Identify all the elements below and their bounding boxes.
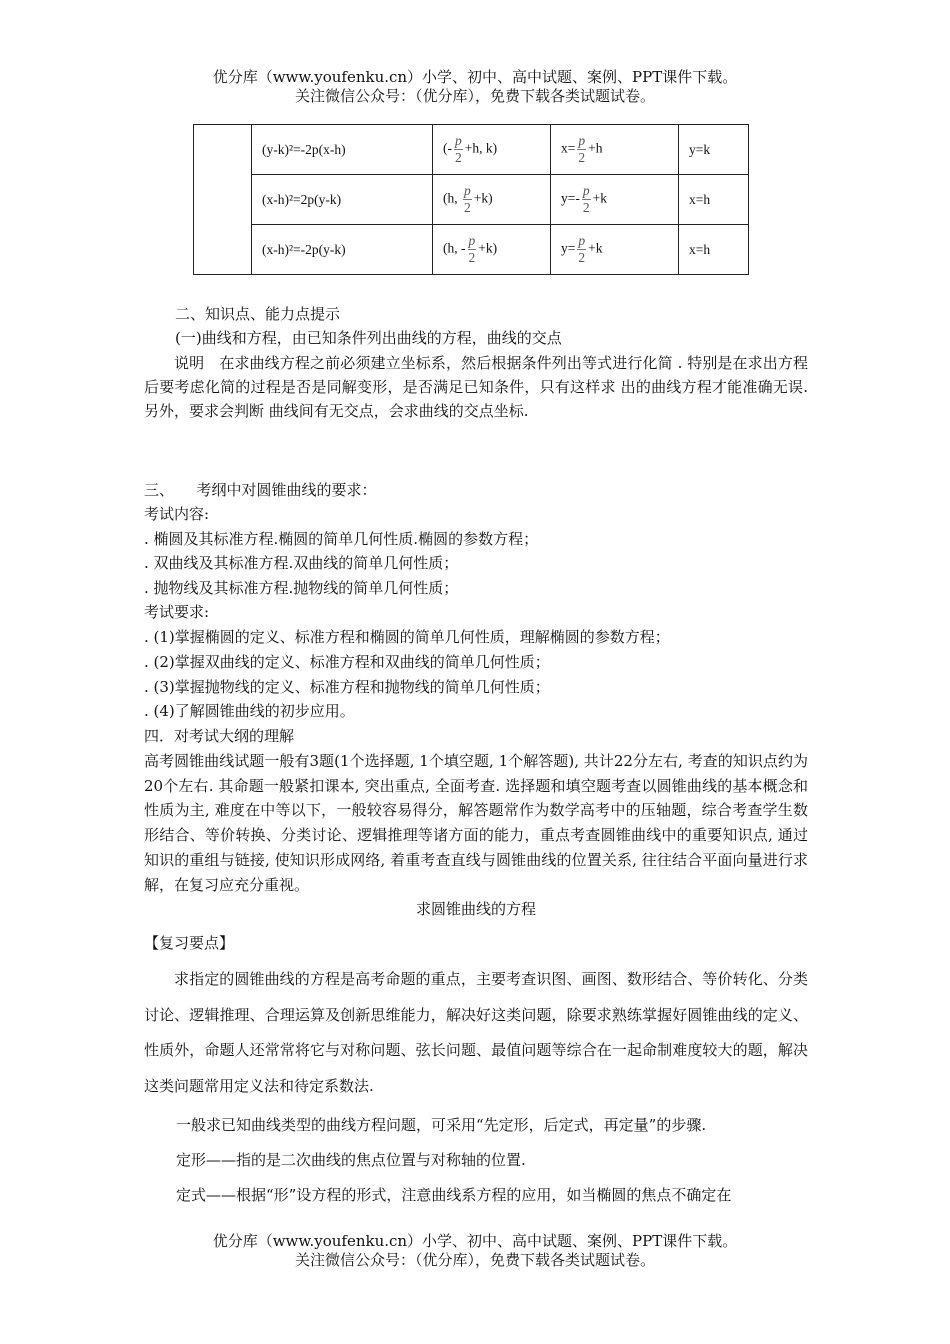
fraction: $\frac{p}{2}$ [582, 183, 590, 215]
section4-body: 高考圆锥曲线试题一般有3题(1个选择题, 1个填空题, 1个解答题), 共计22分左右, 考查的知识点约为20个左右. 其命题一般紧扣课本, 突出重点, 全面考查. 选择题和填空题考查以圆锥曲线的基本概念和性质为主, 难度在中等以下，一般较容易得分，解答题常作为数学高考中的压轴题，综合考查学生数形结合、等价转换、分类讨论、逻辑推理等诸方面的能力，重点考查圆锥曲线中的重要知识点, 通过知识的重组与链接, 使知识形成网络, 着重考查直线与圆锥曲线的位置关系, 往往结合平面向量进行求解，在复习应充分重视。 [144, 752, 808, 894]
axis-cell: y=k [679, 125, 749, 175]
page-header [0, 68, 950, 106]
axis-cell: x=h [679, 225, 749, 275]
list-item: . (1)掌握椭圆的定义、标准方程和椭圆的简单几何性质，理解椭圆的参数方程； [144, 628, 670, 646]
section2-title: 二、知识点、能力点提示 [175, 305, 341, 323]
fraction: $\frac{p}{2}$ [464, 183, 471, 215]
list-item: . (3)掌握抛物线的定义、标准方程和抛物线的简单几何性质； [144, 678, 550, 696]
footer-line-2: 关注微信公众号：（优分库），免费下载各类试题试卷。 [294, 1251, 655, 1269]
topic-title: 求圆锥曲线的方程 [415, 900, 536, 918]
exam-content-label: 考试内容: [144, 505, 210, 523]
equation-cell: (y-k)²=-2p(x-h) [252, 125, 433, 175]
review-paragraph: 一般求已知曲线类型的曲线方程问题，可采用“先定形，后定式，再定量”的步骤. [176, 1116, 707, 1134]
list-item: . (2)掌握双曲线的定义、标准方程和双曲线的简单几何性质； [144, 653, 550, 671]
table-row [194, 125, 749, 175]
table-row [194, 175, 749, 225]
parabola-table [193, 124, 749, 275]
review-paragraph: 求指定的圆锥曲线的方程是高考命题的重点，主要考查识图、画图、数形结合、等价转化、分类讨论、逻辑推理、合理运算及创新思维能力，解决好这类问题，除要求熟练掌握好圆锥曲线的定义、性质外，命题人还常常将它与对称问题、弦长问题、最值问题等综合在一起命制难度较大的题，解决这类问题常用定义法和待定系数法. [144, 970, 808, 1095]
page-footer [0, 1232, 950, 1270]
equation-cell: (x-h)²=-2p(y-k) [252, 225, 433, 275]
header-line-2: 关注微信公众号：（优分库），免费下载各类试题试卷。 [294, 87, 655, 105]
list-item: . 抛物线及其标准方程.抛物线的简单几何性质； [144, 579, 459, 597]
review-label: 【复习要点】 [144, 934, 235, 952]
directrix-cell: y=- $\frac{p}{2}$ +k [551, 175, 679, 225]
fraction: $\frac{p}{2}$ [578, 133, 586, 165]
section4-title: 四．对考试大纲的理解 [144, 727, 295, 745]
section2-subtitle: (一)曲线和方程，由已知条件列出曲线的方程，曲线的交点 [175, 329, 562, 347]
table-row [194, 225, 749, 275]
footer-line-1: 优分库（www.youfenku.cn）小学、初中、高中试题、案例、PPT课件下载。 [212, 1232, 738, 1250]
focus-cell: (h, - $\frac{p}{2}$ +k) [433, 225, 551, 275]
review-paragraph: 定式——根据“形”设方程的形式，注意曲线系方程的应用，如当椭圆的焦点不确定在 [176, 1186, 732, 1204]
list-item: . 双曲线及其标准方程.双曲线的简单几何性质； [144, 554, 459, 572]
fraction: $\frac{p}{2}$ [455, 133, 462, 165]
table-merged-cell [194, 125, 252, 275]
section2-note: 说明 在求曲线方程之前必须建立坐标系，然后根据条件列出等式进行化简 . 特别是在求出方程后要考虑化简的过程是否是同解变形，是否满足已知条件，只有这样求 出的曲线方程才能准确无误. 另外，要求会判断 曲线间有无交点，会求曲线的交点坐标. [144, 354, 808, 420]
list-item: . 椭圆及其标准方程.椭圆的简单几何性质.椭圆的参数方程； [144, 530, 539, 548]
review-paragraph: 定形——指的是二次曲线的焦点位置与对称轴的位置. [176, 1151, 526, 1169]
fraction: $\frac{p}{2}$ [468, 233, 476, 265]
axis-cell: x=h [679, 175, 749, 225]
header-line-1: 优分库（www.youfenku.cn）小学、初中、高中试题、案例、PPT课件下载。 [212, 68, 738, 86]
list-item: . (4)了解圆锥曲线的初步应用。 [144, 702, 355, 720]
exam-requirement-label: 考试要求: [144, 603, 210, 621]
directrix-cell: y= $\frac{p}{2}$ +k [551, 225, 679, 275]
fraction: $\frac{p}{2}$ [578, 233, 586, 265]
directrix-cell: x= $\frac{p}{2}$ +h [551, 125, 679, 175]
focus-cell: (h, $\frac{p}{2}$ +k) [433, 175, 551, 225]
equation-cell: (x-h)²=2p(y-k) [252, 175, 433, 225]
focus-cell: (- $\frac{p}{2}$ +h, k) [433, 125, 551, 175]
section3-title: 三、 考纲中对圆锥曲线的要求： [144, 481, 377, 499]
